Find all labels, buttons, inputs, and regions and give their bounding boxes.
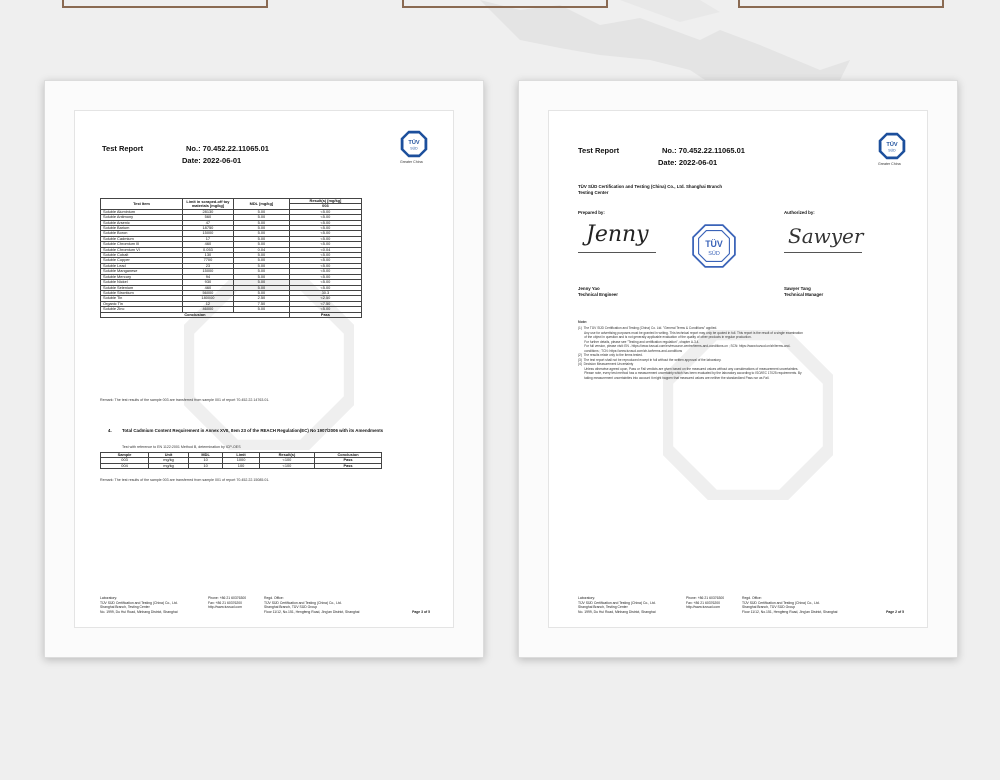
- cell-mdl: 0.04: [233, 247, 289, 252]
- cell-mdl: 5.00: [233, 242, 289, 247]
- footer-regd: [264, 596, 359, 614]
- note-line: Unless otherwise agreed upon, Pass or Fail verdicts are given based on the measured values without any considerations of measurement uncertainties.: [578, 366, 799, 371]
- note-line: Please note, every test method has a measurement uncertainty which has been evaluated by the laboratory according to ISO/IEC 17025 requirements. By: [578, 371, 802, 375]
- cell-item: Soluble Boron: [101, 231, 183, 236]
- page-number: Page 3 of 5: [412, 609, 430, 614]
- cell-limit: 130: [182, 253, 233, 258]
- footer-phone-1: Phone: +86 21 60376300: [208, 596, 247, 601]
- footer-lab-company: TÜV SÜD Certification and Testing (China) Co., Ltd.: [100, 600, 178, 605]
- cell-mdl: 5.00: [233, 285, 289, 290]
- table-row: [101, 463, 382, 468]
- conclusion-value: Pass: [289, 312, 361, 317]
- cd-header-cell: Result(s): [259, 453, 314, 458]
- cell-item: Organic Tin: [101, 301, 183, 306]
- remark-1: Remark: The test results of the sample 003 are transferred from sample 001 of report 70.452.22.14763.01.: [100, 398, 270, 402]
- cd-cell: mg/kg: [149, 458, 189, 463]
- cell-result: 30.3: [289, 290, 361, 295]
- section-number: 4.: [108, 428, 112, 433]
- signature-line-2: [784, 252, 862, 253]
- cd-cell: <100: [259, 463, 314, 468]
- conclusion-label: Conclusion: [101, 312, 290, 317]
- report-page-3: [74, 110, 454, 628]
- cell-result: <5.00: [289, 253, 361, 258]
- region-label: Greater China: [400, 160, 423, 164]
- cd-header-cell: MDL: [188, 453, 222, 458]
- cell-mdl: 7.50: [233, 301, 289, 306]
- footer-regd-address: Floor 11/12, No.151, Hengfeng Road, Jing'an District, Shanghai: [264, 609, 360, 614]
- footer-phone-1: Phone: +86 21 60376300: [686, 596, 725, 601]
- cell-mdl: 2.50: [233, 296, 289, 301]
- prepared-by-label: Prepared by:: [578, 210, 605, 215]
- note-line: (3) The test report shall not be reproduced except in full without the written approval of the laboratory.: [578, 357, 722, 362]
- cd-header-cell: Unit: [149, 453, 189, 458]
- tuv-logo: [878, 132, 906, 160]
- note-line: Any use for advertising purposes must be granted in writing. This technical report may only be quoted in full. This report is the result of a single examination: [578, 330, 803, 335]
- cell-mdl: 5.00: [233, 226, 289, 231]
- footer-regd-address: Floor 11/12, No.151, Hengfeng Road, Jing'an District, Shanghai: [742, 609, 838, 614]
- footer-lab-branch: Shanghai Branch, Testing Center: [100, 605, 150, 610]
- cell-mdl: 5.00: [233, 220, 289, 225]
- footer-regd-group: Shanghai Branch, TÜV SÜD Group: [264, 605, 318, 610]
- cell-limit: 17: [182, 236, 233, 241]
- cadmium-table: [100, 452, 382, 469]
- th-mdl: MDL [mg/kg]: [233, 199, 289, 210]
- th-sample: 003: [289, 204, 361, 209]
- cell-item: Soluble Tin: [101, 296, 183, 301]
- cd-cell: 100: [223, 463, 260, 468]
- svg-text:TÜV: TÜV: [886, 142, 898, 148]
- notes-block: [578, 326, 908, 380]
- cd-header-cell: Limit: [223, 453, 260, 458]
- th-result: Result(s) [mg/kg]: [289, 199, 361, 204]
- cell-result: <5.00: [289, 215, 361, 220]
- svg-text:SÜD: SÜD: [888, 148, 896, 153]
- cell-mdl: 5.00: [233, 236, 289, 241]
- cell-item: Soluble Manganese: [101, 269, 183, 274]
- cd-cell: 003: [101, 458, 149, 463]
- cell-result: <5.00: [289, 242, 361, 247]
- company-name: TÜV SÜD Certification and Testing (China) Co., Ltd. Shanghai Branch: [578, 184, 723, 189]
- cell-limit: 460: [182, 242, 233, 247]
- cell-item: Soluble Zinc: [101, 307, 183, 312]
- footer-fax-1: Fax: +86 21 60376200: [686, 600, 721, 605]
- frame-right: [518, 80, 958, 658]
- top-box-left: [62, 0, 268, 8]
- cell-item: Soluble Nickel: [101, 280, 183, 285]
- footer-regd-company: TÜV SÜD Certification and Testing (China) Co., Ltd.: [264, 600, 342, 605]
- cell-mdl: 5.00: [233, 231, 289, 236]
- cell-result: <5.00: [289, 285, 361, 290]
- note-line: conditions ; TCN: https://www.tuvsud.com/zh-tw/terms-and-conditions: [578, 348, 683, 353]
- cell-mdl: 5.00: [233, 215, 289, 220]
- cell-limit: 930: [182, 280, 233, 285]
- svg-text:TÜV: TÜV: [705, 239, 723, 250]
- cell-item: Soluble Chromium III: [101, 242, 183, 247]
- svg-text:SÜD: SÜD: [410, 146, 418, 151]
- signature-sawyer: Sawyer: [788, 224, 864, 248]
- th-item: Test Item: [101, 199, 183, 210]
- note-line: For full version, please visit: EN - https://www.tuvsud.com/en/resource-centre/terms-and-conditions-cn ; SCN: https://www.tuvsud.cn/zh/terms-and-: [578, 344, 791, 348]
- footer-lab-address: No. 1999, Du Hui Road, Minhang District, Shanghai: [100, 609, 178, 614]
- cell-limit: 23: [182, 263, 233, 268]
- note-line: (4) Decision Measurement Uncertainty: [578, 362, 634, 366]
- cell-item: Soluble Chromium VI: [101, 247, 183, 252]
- remark-2: Remark: The test results of the sample 003 are transferred from sample 001 of report 70.452.22.15085.01.: [100, 478, 270, 482]
- report-title: Test Report: [578, 146, 620, 155]
- cell-result: <2.50: [289, 296, 361, 301]
- cell-limit: 56000: [182, 290, 233, 295]
- cd-header-cell: Conclusion: [315, 453, 382, 458]
- cell-result: <7.50: [289, 301, 361, 306]
- note-line: of the object in question and is not generally applicable evaluation of the quality of other products in regular production.: [578, 335, 752, 339]
- note-label: Note:: [578, 320, 588, 324]
- cell-limit: 460: [182, 285, 233, 290]
- th-limit: Limit in scraped-off toy materials [mg/kg]: [182, 199, 233, 210]
- note-line: (2) The results relate only to the items tested.: [578, 353, 643, 357]
- top-box-center: [402, 0, 608, 8]
- report-title: Test Report: [102, 144, 144, 153]
- cd-cell: 10: [188, 463, 222, 468]
- cell-mdl: 5.00: [233, 290, 289, 295]
- cell-limit: 560: [182, 215, 233, 220]
- cd-cell: mg/kg: [149, 463, 189, 468]
- cell-limit: 94: [182, 274, 233, 279]
- cell-item: Soluble Strontium: [101, 290, 183, 295]
- cell-item: Soluble Antimony: [101, 215, 183, 220]
- footer-lab-branch: Shanghai Branch, Testing Center: [578, 605, 628, 610]
- cell-mdl: 5.00: [233, 209, 289, 214]
- svg-text:SÜD: SÜD: [708, 250, 720, 257]
- cell-result: <5.00: [289, 220, 361, 225]
- cell-result: <5.00: [289, 258, 361, 263]
- top-box-right: [738, 0, 944, 8]
- cd-cell: Pass: [315, 458, 382, 463]
- cell-limit: 7700: [182, 258, 233, 263]
- cell-limit: 28130: [182, 209, 233, 214]
- cell-item: Soluble Selenium: [101, 285, 183, 290]
- cell-item: Soluble Lead: [101, 263, 183, 268]
- signature-line-1: [578, 252, 656, 253]
- footer-phone: [686, 596, 724, 614]
- cell-item: Soluble Mercury: [101, 274, 183, 279]
- report-date: Date: 2022-06-01: [182, 156, 242, 165]
- cell-limit: 18750: [182, 226, 233, 231]
- cell-item: Soluble Aluminium: [101, 209, 183, 214]
- cell-mdl: 5.00: [233, 253, 289, 258]
- cell-limit: 46000: [182, 307, 233, 312]
- cell-result: <5.00: [289, 269, 361, 274]
- authorizer-name: Sawyer Tang: [784, 286, 811, 291]
- cd-header-cell: Sample: [101, 453, 149, 458]
- testing-center: Testing Center: [578, 190, 609, 195]
- cell-limit: 12: [182, 301, 233, 306]
- cell-mdl: 5.00: [233, 307, 289, 312]
- footer-fax-1: Fax: +86 21 60376200: [208, 600, 243, 605]
- footer-lab: [100, 596, 178, 614]
- cell-limit: 180000: [182, 296, 233, 301]
- logo-text: TÜV: [408, 140, 420, 146]
- cell-result: <5.00: [289, 307, 361, 312]
- cell-mdl: 5.00: [233, 280, 289, 285]
- report-date: Date: 2022-06-01: [658, 158, 718, 167]
- cell-result: <5.00: [289, 274, 361, 279]
- cell-result: <5.00: [289, 209, 361, 214]
- footer-lab-label: Laboratory:: [578, 596, 596, 601]
- footer-regd-group: Shanghai Branch, TÜV SÜD Group: [742, 605, 796, 610]
- region-label: Greater China: [878, 162, 901, 166]
- section-title: Total Cadmium Content Requirement in Annex XVII, Item 23 of the REACH Regulation(EC) No 1907/2006 with its Amendments: [122, 428, 384, 433]
- footer-regd-label: Regd. Office:: [742, 596, 762, 601]
- cell-result: <5.00: [289, 231, 361, 236]
- footer-lab-company: TÜV SÜD Certification and Testing (China) Co., Ltd.: [578, 600, 656, 605]
- cd-cell: <100: [259, 458, 314, 463]
- cell-mdl: 5.00: [233, 263, 289, 268]
- footer-web-1: http://www.tuvsud.com: [686, 605, 720, 610]
- authorizer-role: Technical Manager: [784, 292, 824, 297]
- cell-mdl: 5.00: [233, 269, 289, 274]
- results-table: [100, 198, 362, 318]
- cell-item: Soluble Cadmium: [101, 236, 183, 241]
- cell-limit: 15000: [182, 269, 233, 274]
- footer-lab-address: No. 1999, Du Hui Road, Minhang District, Shanghai: [578, 609, 656, 614]
- cell-result: <0.04: [289, 247, 361, 252]
- cell-mdl: 5.00: [233, 258, 289, 263]
- report-page-2: [548, 110, 928, 628]
- footer-regd-label: Regd. Office:: [264, 596, 284, 601]
- cell-result: <5.00: [289, 236, 361, 241]
- preparer-role: Technical Engineer: [578, 292, 618, 297]
- report-number: No.: 70.452.22.11065.01: [186, 144, 269, 153]
- footer-regd-company: TÜV SÜD Certification and Testing (China) Co., Ltd.: [742, 600, 820, 605]
- authorized-by-label: Authorized by:: [784, 210, 815, 215]
- cell-item: Soluble Copper: [101, 258, 183, 263]
- cell-item: Soluble Barium: [101, 226, 183, 231]
- cd-cell: Pass: [315, 463, 382, 468]
- frame-left: [44, 80, 484, 658]
- footer-web-1: http://www.tuvsud.com: [208, 605, 242, 610]
- cell-mdl: 5.00: [233, 274, 289, 279]
- section-method: Test with reference to EN 1122:2001 Method B, determination by ICP-OES: [122, 445, 241, 449]
- cell-result: <5.00: [289, 263, 361, 268]
- tuv-stamp: [692, 224, 736, 268]
- footer-lab-label: Laboratory:: [100, 596, 118, 601]
- tuv-logo: [400, 130, 428, 158]
- preparer-name: Jenny Yao: [578, 286, 600, 291]
- cell-result: <5.00: [289, 280, 361, 285]
- note-line: taking measurement uncertainties into account it might happen that measured values are neither the standardized Pass nor as Fail.: [578, 375, 770, 380]
- page-number: Page 2 of 5: [886, 609, 904, 614]
- note-line: For further details, please see "Testing and certification regulation", chapter A-3.4.: [578, 339, 700, 344]
- footer-regd: [742, 596, 837, 614]
- footer-phone: [208, 596, 246, 614]
- note-line: (1) The TÜV SÜD Certification and Testing (China) Co. Ltd. "General Terms & Conditions" applied.: [578, 326, 718, 330]
- cd-cell: 10: [188, 458, 222, 463]
- cd-cell: 004: [101, 463, 149, 468]
- footer-lab: [578, 596, 656, 614]
- cell-limit: 0.053: [182, 247, 233, 252]
- report-number: No.: 70.452.22.11065.01: [662, 146, 745, 155]
- cell-item: Soluble Cobalt: [101, 253, 183, 258]
- cell-limit: 47: [182, 220, 233, 225]
- cd-cell: 1000: [223, 458, 260, 463]
- cell-item: Soluble Arsenic: [101, 220, 183, 225]
- cell-result: <5.00: [289, 226, 361, 231]
- signature-jenny: Jenny: [586, 222, 649, 247]
- cell-limit: 15000: [182, 231, 233, 236]
